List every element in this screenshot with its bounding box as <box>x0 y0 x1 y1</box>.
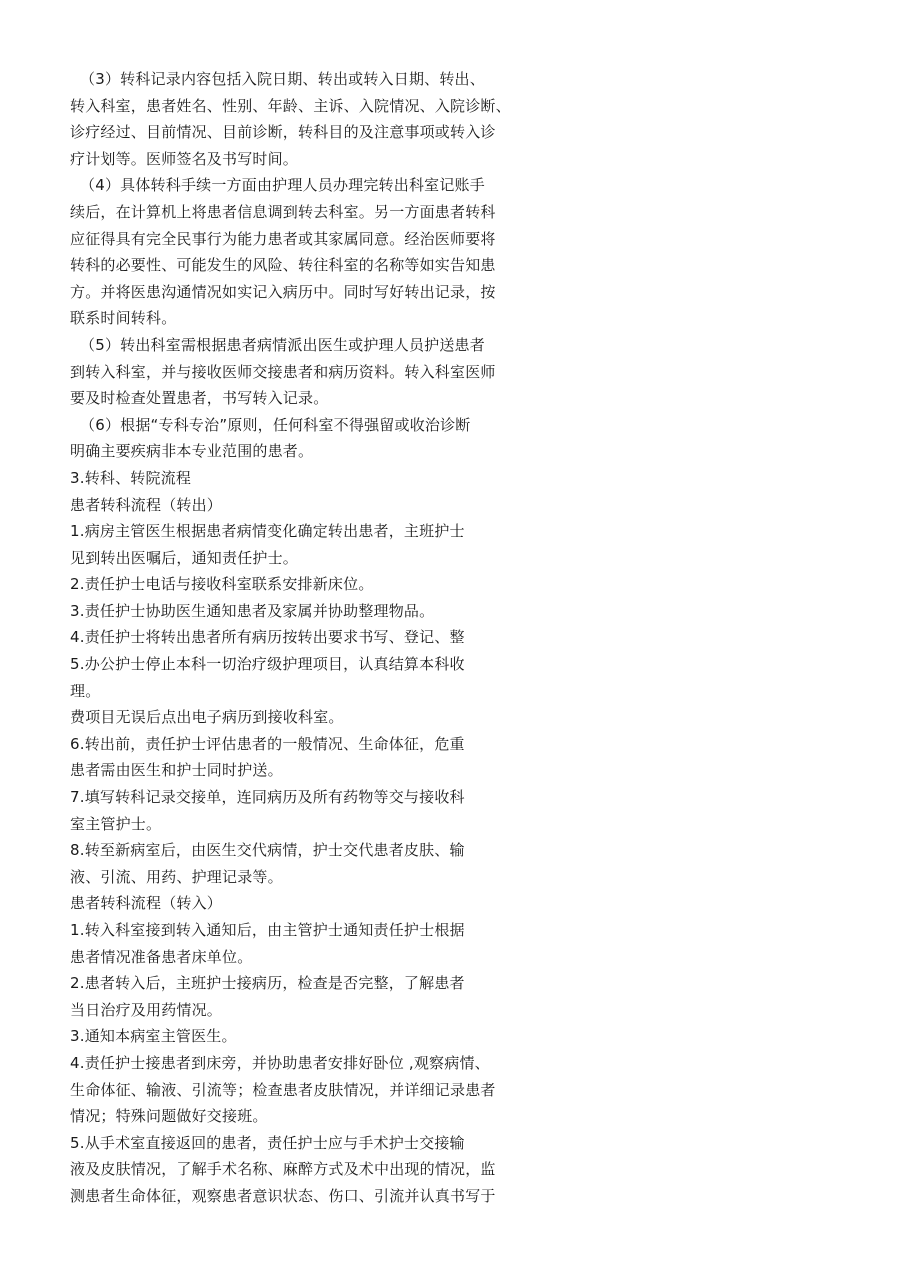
text-line: 疗计划等。医师签名及书写时间。 <box>70 149 299 168</box>
text-line: 8.转至新病室后，由医生交代病情，护士交代患者皮肤、输 <box>70 841 465 860</box>
text-line: 理。 <box>70 681 101 700</box>
text-line: 2.责任护士电话与接收科室联系安排新床位。 <box>70 575 374 594</box>
text-line: （6）根据“专科专治”原则，任何科室不得强留或收治诊断 <box>80 415 471 434</box>
text-line: 当日治疗及用药情况。 <box>70 1000 223 1019</box>
text-line: 测患者生命体征，观察患者意识状态、伤口、引流并认真书写于 <box>70 1186 496 1205</box>
text-line: 4.责任护士接患者到床旁，并协助患者安排好卧位 ,观察病情、 <box>70 1053 490 1072</box>
text-line: （3）转科记录内容包括入院日期、转出或转入日期、转出、 <box>80 70 485 88</box>
text-line: 明确主要疾病非本专业范围的患者。 <box>70 442 314 461</box>
document-page <box>70 66 540 1210</box>
text-line: 续后，在计算机上将患者信息调到转去科室。另一方面患者转科 <box>70 202 496 221</box>
text-line: 情况；特殊问题做好交接班。 <box>70 1107 268 1126</box>
text-line: 3.转科、转院流程 <box>70 468 192 487</box>
text-line: 7.填写转科记录交接单，连同病历及所有药物等交与接收科 <box>70 788 465 807</box>
text-line: 费项目无误后点出电子病历到接收科室。 <box>70 708 344 727</box>
text-line: 患者需由医生和护士同时护送。 <box>70 761 283 780</box>
text-line: （4）具体转科手续一方面由护理人员办理完转出科室记账手 <box>80 176 485 195</box>
text-line: 到转入科室，并与接收医师交接患者和病历资料。转入科室医师 <box>70 362 496 381</box>
text-line: 要及时检查处置患者，书写转入记录。 <box>70 389 329 408</box>
text-line: 5.从手术室直接返回的患者，责任护士应与手术护士交接输 <box>70 1133 465 1152</box>
text-line: 6.转出前，责任护士评估患者的一般情况、生命体征，危重 <box>70 734 465 753</box>
text-line: 2.患者转入后，主班护士接病历，检查是否完整，了解患者 <box>70 974 465 993</box>
text-line: 3.责任护士协助医生通知患者及家属并协助整理物品。 <box>70 601 435 620</box>
text-line: 1.转入科室接到转入通知后，由主管护士通知责任护士根据 <box>70 921 465 939</box>
text-line: 1.病房主管医生根据患者病情变化确定转出患者，主班护士 <box>70 522 465 541</box>
text-line: 4.责任护士将转出患者所有病历按转出要求书写、登记、整 <box>70 628 465 647</box>
text-line: 生命体征、输液、引流等；检查患者皮肤情况，并详细记录患者 <box>70 1080 496 1099</box>
text-line: （5）转出科室需根据患者病情派出医生或护理人员护送患者 <box>80 335 485 354</box>
text-line: 应征得具有完全民事行为能力患者或其家属同意。经治医师要将 <box>70 229 496 248</box>
text-line: 3.通知本病室主管医生。 <box>70 1027 237 1046</box>
text-line: 室主管护士。 <box>70 814 162 833</box>
text-line: 方。并将医患沟通情况如实记入病历中。同时写好转出记录，按 <box>70 282 496 301</box>
text-line: 联系时间转科。 <box>70 309 177 328</box>
text-line: 转科的必要性、可能发生的风险、转往科室的名称等如实告知患 <box>70 256 496 275</box>
text-line: 患者转科流程（转入） <box>70 894 223 913</box>
text-line: 转入科室，患者姓名、性别、年龄、主诉、入院情况、入院诊断、 <box>70 96 511 115</box>
text-line: 见到转出医嘱后，通知责任护士。 <box>70 548 299 567</box>
text-line: 患者情况准备患者床单位。 <box>70 947 253 966</box>
text-line: 液、引流、用药、护理记录等。 <box>70 867 283 886</box>
text-line: 患者转科流程（转出） <box>70 495 223 514</box>
text-line: 诊疗经过、目前情况、目前诊断，转科目的及注意事项或转入诊 <box>70 123 496 142</box>
text-line: 5.办公护士停止本科一切治疗级护理项目，认真结算本科收 <box>70 655 465 674</box>
text-line: 液及皮肤情况，了解手术名称、麻醉方式及术中出现的情况，监 <box>70 1160 496 1179</box>
